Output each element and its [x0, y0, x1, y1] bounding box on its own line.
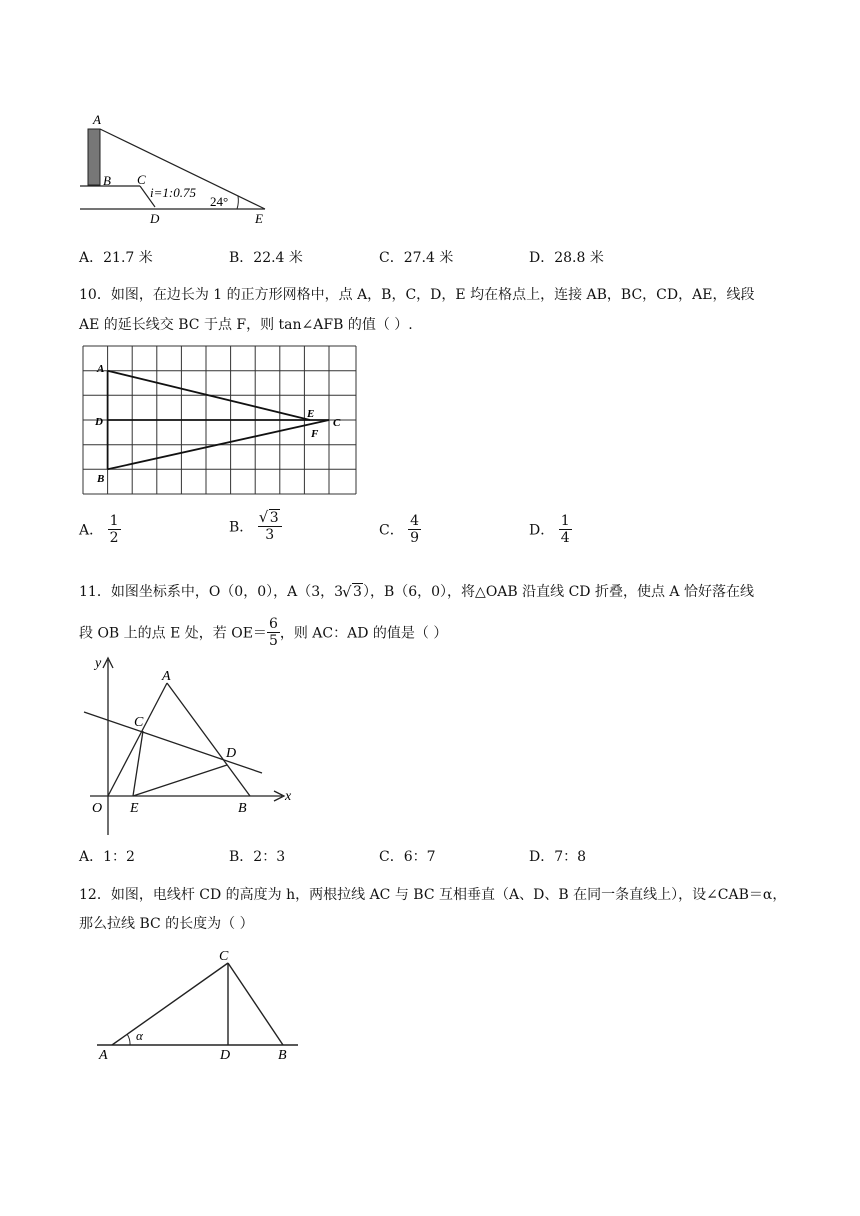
q10-option-d[interactable]: D． $\frac{1}{4}$: [529, 513, 570, 546]
label-a: A: [93, 112, 101, 127]
segment-ed: [133, 765, 227, 796]
figure-q11: [78, 650, 308, 840]
q11-label-d: D: [226, 746, 237, 761]
q10-option-a[interactable]: A． $\frac{1}{2}$: [79, 513, 119, 546]
q12-label-c: C: [219, 949, 229, 964]
axis-label-x: x: [285, 789, 292, 804]
figure-q10-grid: [80, 344, 360, 496]
grid-label-a: A: [97, 363, 105, 375]
alpha-arc: [127, 1034, 130, 1045]
q12-line2: 那么拉线 BC 的长度为（ ）: [79, 916, 254, 932]
q11-line1: 11．如图坐标系中，O（0，0），A（3，3√ 3），B（6，0），将△OAB 沿直线 CD 折叠，使点 A 恰好落在线: [79, 581, 754, 601]
q11-option-a[interactable]: A．1：2: [79, 849, 135, 865]
figure-q9: [76, 110, 276, 230]
grid-label-c: C: [333, 417, 341, 429]
label-e: E: [255, 211, 263, 226]
grid-label-d: D: [95, 416, 103, 428]
q10-line2: AE 的延长线交 BC 于点 F，则 tan∠AFB 的值（ ）.: [79, 317, 413, 333]
grid-label-e: E: [307, 408, 315, 420]
line-cd: [84, 712, 262, 773]
q9-option-a[interactable]: A．21.7 米: [79, 250, 153, 266]
line-bc: [228, 963, 283, 1045]
angle-arc: [237, 196, 238, 209]
building: [88, 129, 100, 185]
q9-option-d[interactable]: D．28.8 米: [529, 250, 604, 266]
label-b: B: [103, 173, 111, 188]
label-slope: i=1:0.75: [150, 185, 196, 200]
q11-option-d[interactable]: D．7：8: [529, 849, 587, 865]
q12-label-d: D: [220, 1048, 231, 1063]
q12-line1: 12．如图，电线杆 CD 的高度为 h，两根拉线 AC 与 BC 互相垂直（A、D、B 在同一条直线上），设∠CAB＝α，: [79, 887, 787, 903]
label-c: C: [137, 172, 146, 187]
segment-ab: [167, 683, 250, 796]
q11-option-c[interactable]: C．6：7: [379, 849, 436, 865]
q11-label-o: O: [92, 801, 103, 816]
label-angle: 24°: [210, 194, 229, 209]
q11-label-c: C: [134, 715, 144, 730]
q9-option-b[interactable]: B．22.4 米: [229, 250, 303, 266]
segment-ce: [133, 731, 143, 796]
q11-option-b[interactable]: B．2：3: [229, 849, 286, 865]
axis-label-y: y: [95, 656, 102, 671]
q10-option-b[interactable]: B． √ $\frac{3}{3}$: [229, 510, 282, 543]
q10-option-c[interactable]: C． $\frac{4}{9}$: [379, 513, 420, 546]
q11-label-b: B: [238, 801, 247, 816]
q11-label-a: A: [162, 669, 171, 684]
q9-option-c[interactable]: C．27.4 米: [379, 250, 454, 266]
q11-line2: 段 OB 上的点 E 处，若 OE＝ $\frac{6}{5}$ ，则 AC：AD 的值是（ ）: [79, 616, 448, 649]
label-d: D: [150, 211, 160, 226]
q12-label-a: A: [99, 1048, 108, 1063]
q12-label-alpha: α: [136, 1028, 143, 1043]
figure-q12: [92, 940, 304, 1065]
segment-oa: [108, 683, 167, 796]
grid-label-b: B: [97, 473, 105, 485]
q11-label-e: E: [130, 801, 139, 816]
line-ac: [112, 963, 228, 1045]
q10-line1: 10．如图，在边长为 1 的正方形网格中，点 A，B，C，D，E 均在格点上，连接 AB，BC，CD，AE，线段: [79, 287, 755, 303]
grid-label-f: F: [311, 428, 319, 440]
q12-label-b: B: [278, 1048, 287, 1063]
